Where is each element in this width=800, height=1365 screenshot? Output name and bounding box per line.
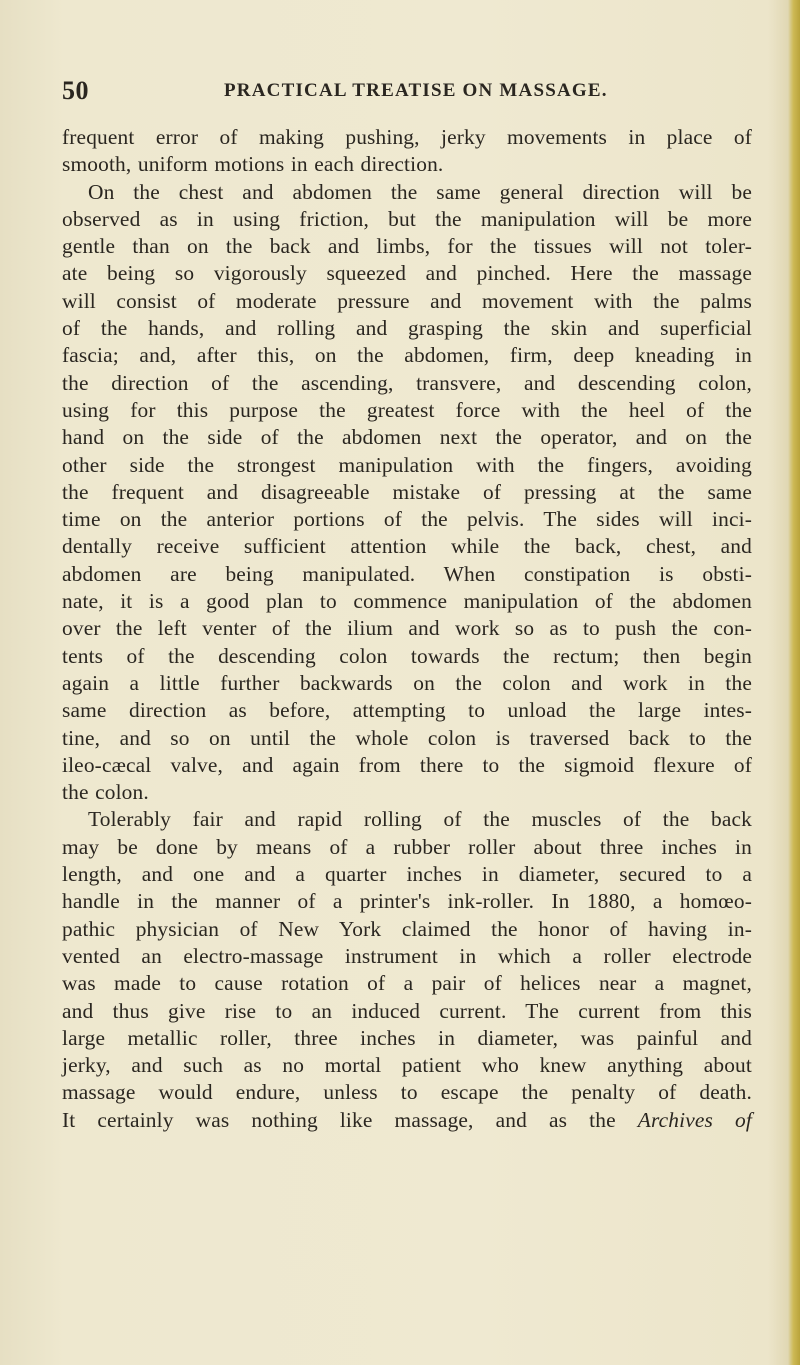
- text-line: and thus give rise to an induced current. The current from this: [62, 998, 752, 1023]
- text-line: may be done by means of a rubber roller about three inches in: [62, 834, 752, 859]
- text-line: pathic physician of New York claimed the honor of having in-: [62, 916, 752, 941]
- running-head: [62, 76, 752, 110]
- text-line: other side the strongest manipulation with the fingers, avoiding: [62, 452, 752, 477]
- text-line: gentle than on the back and limbs, for the tissues will not toler-: [62, 234, 752, 259]
- text-line: handle in the manner of a printer's ink-roller. In 1880, a homœo-: [62, 889, 752, 914]
- text-line: frequent error of making pushing, jerky movements in place of: [62, 125, 752, 149]
- final-text-line: [62, 1107, 752, 1134]
- text-line: jerky, and such as no mortal patient who knew anything about: [62, 1053, 752, 1078]
- text-line: nate, it is a good plan to commence manipulation of the abdomen: [62, 589, 752, 614]
- text-line: again a little further backwards on the colon and work in the: [62, 670, 752, 695]
- page-number: 50: [62, 76, 89, 105]
- italic-title-fragment: Archives of: [637, 1107, 752, 1132]
- text-line: Tolerably fair and rapid rolling of the muscles of the back: [88, 807, 752, 832]
- text-line: large metallic roller, three inches in diameter, was painful and: [62, 1025, 752, 1050]
- text-line: using for this purpose the greatest force with the heel of the: [62, 397, 752, 422]
- text-line: the frequent and disagreeable mistake of pressing at the same: [62, 479, 752, 504]
- text-line: vented an electro-massage instrument in which a roller electrode: [62, 943, 752, 968]
- final-line-text: It certainly was nothing like massage, and as the: [62, 1107, 616, 1132]
- text-line: same direction as before, attempting to unload the large intes-: [62, 698, 752, 723]
- text-line: abdomen are being manipulated. When constipation is obsti-: [62, 561, 752, 586]
- body-text: [62, 124, 752, 1134]
- text-line: dentally receive sufficient attention while the back, chest, and: [62, 534, 752, 559]
- text-line: tents of the descending colon towards the rectum; then begin: [62, 643, 752, 668]
- text-line: observed as in using friction, but the manipulation will be more: [62, 206, 752, 231]
- text-line: fascia; and, after this, on the abdomen, firm, deep kneading in: [62, 343, 752, 368]
- text-line: tine, and so on until the whole colon is traversed back to the: [62, 725, 752, 750]
- text-line: On the chest and abdomen the same general direction will be: [88, 179, 752, 204]
- running-title: PRACTICAL TREATISE ON MASSAGE.: [224, 80, 608, 101]
- text-line: will consist of moderate pressure and movement with the palms: [62, 288, 752, 313]
- text-line: hand on the side of the abdomen next the operator, and on the: [62, 425, 752, 450]
- text-line: over the left venter of the ilium and work so as to push the con-: [62, 616, 752, 641]
- text-line: the direction of the ascending, transvere, and descending colon,: [62, 370, 752, 395]
- text-line: smooth, uniform motions in each direction.: [62, 152, 444, 177]
- text-line: of the hands, and rolling and grasping the skin and superficial: [62, 316, 752, 341]
- text-line: the colon.: [62, 780, 149, 805]
- text-line: ate being so vigorously squeezed and pinched. Here the massage: [62, 261, 752, 286]
- text-line: ileo-cæcal valve, and again from there to the sigmoid flexure of: [62, 752, 752, 777]
- text-line: massage would endure, unless to escape the penalty of death.: [62, 1080, 752, 1105]
- text-line: was made to cause rotation of a pair of helices near a magnet,: [62, 971, 752, 996]
- page-edge: [788, 0, 800, 1365]
- text-line: time on the anterior portions of the pelvis. The sides will inci-: [62, 507, 752, 532]
- text-line: length, and one and a quarter inches in diameter, secured to a: [62, 862, 752, 887]
